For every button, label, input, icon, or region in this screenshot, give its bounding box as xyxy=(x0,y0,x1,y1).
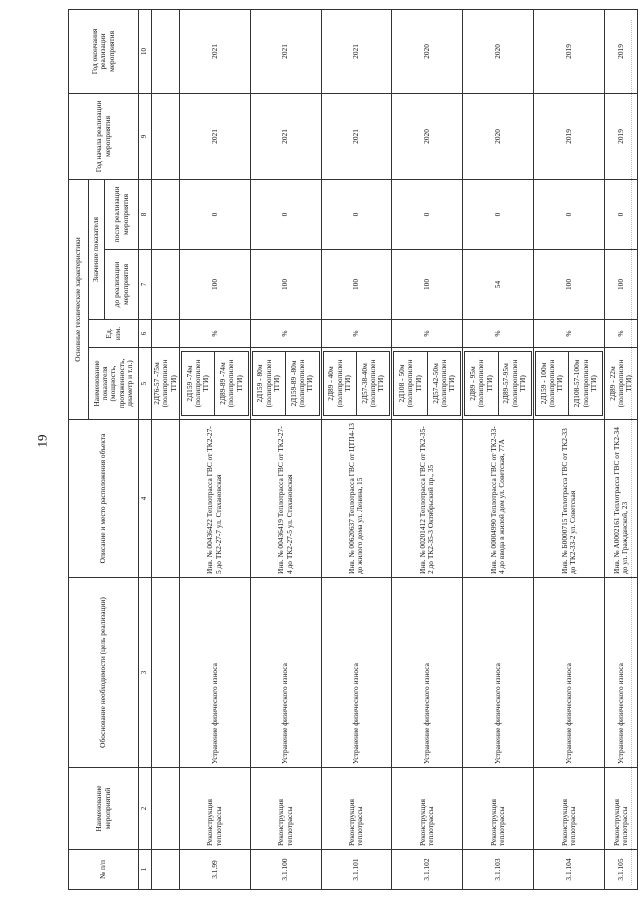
row-diameters xyxy=(250,348,321,420)
row-description: Инв. № Б0000715 Теплотрасса ГВС от ТК2-33 до ТК2-33-2 ул. Советская xyxy=(534,420,605,578)
row-start-year: 2019 xyxy=(534,93,605,179)
header-end-year: Год окончания реализации мероприятия xyxy=(69,9,139,93)
header-start-year: Год начала реализации мероприятия xyxy=(69,93,139,179)
row-reason: Устранение физического износа xyxy=(392,578,463,768)
column-number: 8 xyxy=(139,179,152,249)
column-number: 5 xyxy=(139,348,152,420)
row-end-year: 2021 xyxy=(321,9,392,93)
row-before: 100 xyxy=(250,250,321,320)
row-name: Реконструкция теплотрассы xyxy=(179,768,250,850)
header-before: до реализации мероприятия xyxy=(105,250,139,320)
row-start-year: 2021 xyxy=(321,93,392,179)
row-reason: Устранение физического износа xyxy=(604,578,637,768)
row-unit: % xyxy=(392,320,463,348)
row-num: 3.1.104 xyxy=(534,850,605,890)
row-num: 3.1.105 xyxy=(604,850,637,890)
header-name: Наименование мероприятий xyxy=(69,768,139,850)
row-name: Реконструкция теплотрассы xyxy=(250,768,321,850)
diameter-item: 2Д57-38-40м (полипропилен ТГИ) xyxy=(356,352,389,416)
column-number: 9 xyxy=(139,93,152,179)
row-start-year: 2020 xyxy=(392,93,463,179)
diameter-item: 2Д57-42-50м (полипропилен ТГИ) xyxy=(427,352,460,416)
row-end-year: 2019 xyxy=(534,9,605,93)
row-num: 3.1.101 xyxy=(321,850,392,890)
row-after: 0 xyxy=(392,179,463,249)
row-diameters: 2Д89 - 22м (полипропилен ТГИ) xyxy=(604,348,637,420)
table-row xyxy=(250,9,321,889)
column-number: 3 xyxy=(139,578,152,768)
row-num: 3.1.100 xyxy=(250,850,321,890)
row-unit: % xyxy=(250,320,321,348)
row-name: Реконструкция теплотрассы xyxy=(321,768,392,850)
row-name: Реконструкция теплотрассы xyxy=(463,768,534,850)
row-reason: Устранение физического износа xyxy=(179,578,250,768)
row-unit: % xyxy=(604,320,637,348)
row-start-year: 2021 xyxy=(250,93,321,179)
diameter-item: 2Д89 - 95м (полипропилен ТГИ) xyxy=(465,352,498,416)
header-reason: Обоснование необходимости (цель реализации) xyxy=(69,578,139,768)
row-reason: Устранение физического износа xyxy=(321,578,392,768)
table-row xyxy=(321,9,392,889)
row-before: 100 xyxy=(534,250,605,320)
header-num: № п/п xyxy=(69,850,139,890)
row-after: 0 xyxy=(250,179,321,249)
table-row xyxy=(392,9,463,889)
row-unit: % xyxy=(463,320,534,348)
row-name: Реконструкция теплотрассы xyxy=(392,768,463,850)
table-row xyxy=(179,9,250,889)
row-after: 0 xyxy=(179,179,250,249)
table-row xyxy=(534,9,605,889)
row-diameters xyxy=(392,348,463,420)
row-end-year: 2021 xyxy=(250,9,321,93)
rotated-table-container xyxy=(68,10,638,890)
row-reason: Устранение физического износа xyxy=(250,578,321,768)
row-diameters xyxy=(463,348,534,420)
header-param-name: Наименование показателя (мощность, протяженность, диаметр и т.п.) xyxy=(89,348,139,420)
diameter-item: 2Д89 - 40м (полипропилен ТГИ) xyxy=(323,352,356,416)
header-after: после реализации мероприятия xyxy=(105,179,139,249)
row-description: Инв. № 00436422 Теплотрасса ГВС от ТК2-27-5 до ТК2-27-7 ул. Стахановская xyxy=(179,420,250,578)
diameter-item: 2Д89-57-95м (полипропилен ТГИ) xyxy=(498,352,531,416)
diameter-item: 2Д159-89 -80м (полипропилен ТГИ) xyxy=(286,352,319,416)
row-unit: % xyxy=(179,320,250,348)
carry-over-diameter: 2Д76-57 -75м (полипропилен ТГИ) xyxy=(152,348,180,420)
column-number: 2 xyxy=(139,768,152,850)
row-after: 0 xyxy=(604,179,637,249)
row-num: 3.1.103 xyxy=(463,850,534,890)
row-description: Инв. № A0002161 Теплотрасса ГВС от ТК2-34 до ул. Гражданской, 23 xyxy=(604,420,637,578)
diameter-item: 2Д108 - 50м (полипропилен ТГИ) xyxy=(394,352,427,416)
row-before: 100 xyxy=(179,250,250,320)
row-after: 0 xyxy=(321,179,392,249)
row-end-year: 2020 xyxy=(463,9,534,93)
row-start-year: 2021 xyxy=(179,93,250,179)
row-after: 0 xyxy=(534,179,605,249)
row-reason: Устранение физического износа xyxy=(463,578,534,768)
measures-table xyxy=(68,9,638,890)
row-before: 54 xyxy=(463,250,534,320)
row-num: 3.1.102 xyxy=(392,850,463,890)
row-unit: % xyxy=(534,320,605,348)
row-description: Инв. № 00620637 Теплотрасса ГВС от ЦТП4-13 до жилого дома ул. Ленина, 15 xyxy=(321,420,392,578)
row-description: Инв. № 00436419 Теплотрасса ГВС от ТК2-27-4 до ТК2-27-5 ул. Стахановская xyxy=(250,420,321,578)
row-name: Реконструкция теплотрассы xyxy=(604,768,637,850)
row-before: 100 xyxy=(392,250,463,320)
row-diameters xyxy=(321,348,392,420)
column-number: 6 xyxy=(139,320,152,348)
row-name: Реконструкция теплотрассы xyxy=(534,768,605,850)
column-number: 1 xyxy=(139,850,152,890)
row-num: 3.1.99 xyxy=(179,850,250,890)
table-row xyxy=(463,9,534,889)
row-start-year: 2019 xyxy=(604,93,637,179)
row-unit: % xyxy=(321,320,392,348)
carry-over-row xyxy=(152,9,180,889)
table-row xyxy=(604,9,637,889)
row-before: 100 xyxy=(321,250,392,320)
column-number-row xyxy=(139,9,152,889)
row-before: 100 xyxy=(604,250,637,320)
column-number: 7 xyxy=(139,250,152,320)
diameter-item: 2Д159 - 100м (полипропилен ТГИ) xyxy=(536,352,569,416)
row-description: Инв. № 00201412 Теплотрасса ГВС от ТК2-35-2 до ТК2-35-3 Октябрьский пр., 35 xyxy=(392,420,463,578)
header-description: Описание и место расположения объекта xyxy=(69,420,139,578)
header-value: Значение показателя xyxy=(89,179,105,319)
row-diameters xyxy=(534,348,605,420)
diameter-item: 2Д159 -74м (полипропилен ТГИ) xyxy=(181,352,214,416)
column-number: 10 xyxy=(139,9,152,93)
header-main-chars: Основные технические характеристики xyxy=(69,179,89,419)
row-start-year: 2020 xyxy=(463,93,534,179)
row-end-year: 2021 xyxy=(179,9,250,93)
row-end-year: 2020 xyxy=(392,9,463,93)
row-diameters xyxy=(179,348,250,420)
column-number: 4 xyxy=(139,420,152,578)
row-reason: Устранение физического износа xyxy=(534,578,605,768)
page-number: 19 xyxy=(34,434,50,448)
diameter-item: 2Д159 - 80м (полипропилен ТГИ) xyxy=(252,352,285,416)
diameter-item: 2Д108-57-100м (полипропилен ТГИ) xyxy=(569,352,602,416)
row-description: Инв. № 00004990 Теплотрасса ГВС от ТК2-33-4 до ввода в жилой дом ул. Советская, 77А xyxy=(463,420,534,578)
row-end-year: 2019 xyxy=(604,9,637,93)
diameter-item: 2Д89-89 -74м (полипропилен ТГИ) xyxy=(215,352,248,416)
row-after: 0 xyxy=(463,179,534,249)
header-unit: Ед. изм. xyxy=(89,320,139,348)
